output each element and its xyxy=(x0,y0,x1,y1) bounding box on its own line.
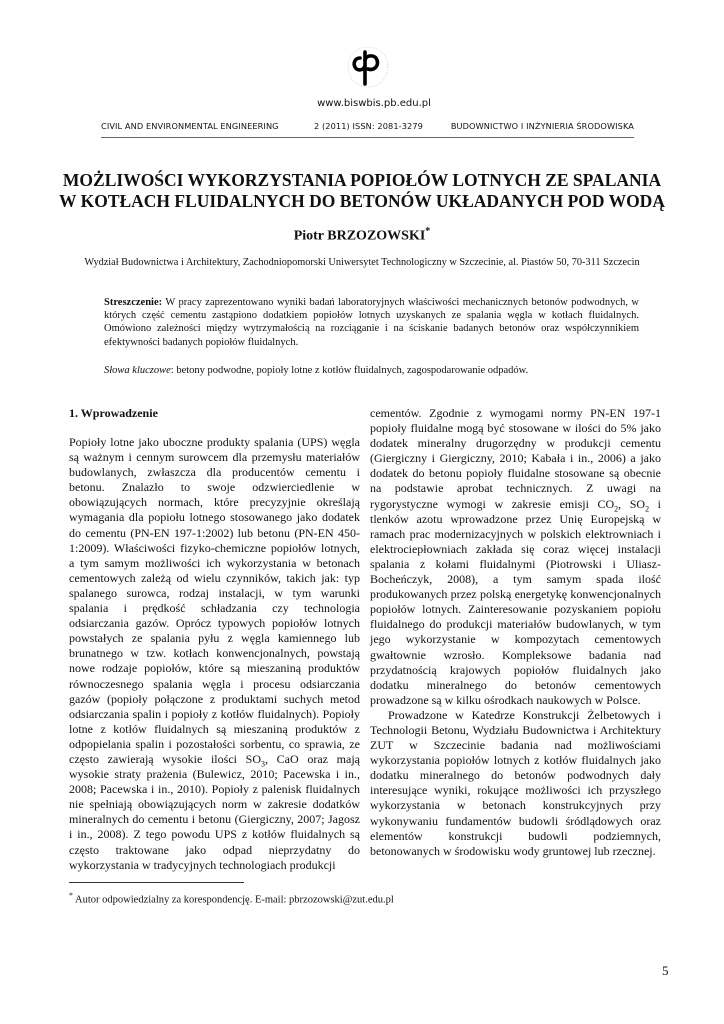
journal-header xyxy=(101,121,634,135)
footnote-text: Autor odpowiedzialny za korespondencję. E-mail: pbrzozowski@zut.edu.pl xyxy=(73,894,394,906)
keywords xyxy=(104,364,639,377)
paragraph xyxy=(69,435,360,873)
page-number: 5 xyxy=(662,963,669,978)
footnote-divider xyxy=(69,882,244,883)
paragraph-text-c: i tlenków azotu wprowadzone przez Unię Europejską w ramach prac modernizacyjnych w polskich elektrowniach i elektrociepłowniach zakłada się coraz więcej instalacji spalania z kołami fluidalnymi (Piotrowski i Uliasz-Bocheńczyk, 2008), a tym samym spada ilość produkowanych przez polską energetykę konwencjonalnych popiołów lotnych. Zainteresowanie pozyskaniem popiołu fluidalnego do produkcji materiałów budowlanych, w tym jego wykorzystanie w kompozytach cementowych gwałtownie wzrosło. Kompleksowe badania nad przydatnością krajowych popiołów fluidalnych jako dodatku mineralnego do betonów cementowych prowadzone są w kilku ośrodkach naukowych w Polsce. xyxy=(370,496,662,707)
section-heading: 1. Wprowadzenie xyxy=(69,406,158,420)
paragraph-text-b: , SO xyxy=(618,496,646,511)
paragraph: Prowadzone w Katedrze Konstrukcji Żelbetowych i Technologii Betonu, Wydziału Budownictwa i Architektury ZUT w Szczecinie badania nad możliwościami wykorzystania popiołów lotnych z kotłów fluidalnych jako dodatku mineralnego do betonów podwodnych dały interesujące wyniki, rokujące możliwości ich przyszłego wykorzystania w betonach konstrukcyjnych przy wykonywaniu fundamentów budowli śródlądowych oraz elementów konstrukcji budowli podziemnych, betonowanych w środowisku wody gruntowej lub rzecznej. xyxy=(370,707,661,858)
paragraph-text-a: Popioły lotne jako uboczne produkty spalania (UPS) węgla są ważnym i cennym surowcem dla przemysłu materiałów budowlanych, zwłaszcza dla producentów cementu i betonu. Znalazło to swoje odzwierciedlenie w obowiązujących normach, które precyzyjnie określają wymagania dla popiołu lotnego stosowanego jako dodatek do cementu (PN-EN 197-1:2002) lub betonu (PN-EN 450-1:2009). Właściwości fizyko-chemiczne popiołów lotnych, a tym samym możliwości ich wykorzystania w betonach cementowych zależą od wielu czynników, takich jak: typ spalanego surowca, rodzaj instalacji, w tym warunki spalania i prędkość schładzania czy technologia odsiarczania gazów. Oprócz typowych popiołów lotnych powstałych ze spalania pyłu z węgla kamiennego lub brunatnego w tzw. kotłach konwencjonalnych, powstają nowe rodzaje popiołów, które są mieszaniną produktów równoczesnego spalania węgla i procesu odsiarczania gazów (popioły połączone z produktami suchych metod odsiarczania spalin i popioły z kotłów fluidalnych). Popioły lotne z kotłów fluidalnych są mieszaniną produktów z odpopielania spalin i pozostałości sorbentu, co sprawia, ze często zawierają wysokie ilości SO xyxy=(69,435,360,766)
article-title xyxy=(40,170,684,212)
footnote xyxy=(69,891,394,906)
journal-url[interactable]: www.biswbis.pb.edu.pl xyxy=(317,98,431,109)
column-left xyxy=(69,406,360,873)
subscript: 2 xyxy=(614,503,619,513)
header-divider xyxy=(101,137,634,138)
journal-issue: 2 (2011) ISSN: 2081-3279 xyxy=(314,121,423,131)
footnote-mark: * xyxy=(69,891,73,900)
journal-name-pl: BUDOWNICTWO I INŻYNIERIA ŚRODOWISKA xyxy=(450,121,634,131)
keywords-text: : betony podwodne, popioły lotne z kotłów fluidalnych, zagospodarowanie odpadów. xyxy=(170,365,529,376)
title-line-1: MOŻLIWOŚCI WYKORZYSTANIA POPIOŁÓW LOTNYCH ZE SPALANIA xyxy=(62,170,662,190)
abstract-label: Streszczenie: xyxy=(104,297,163,308)
subscript: 3 xyxy=(261,759,265,769)
university-logo-icon xyxy=(339,38,397,96)
author-text: Piotr BRZOZOWSKI xyxy=(293,228,426,244)
title-line-2: W KOTŁACH FLUIDALNYCH DO BETONÓW UKŁADANYCH POD WODĄ xyxy=(59,191,665,211)
paragraph-text-b: , CaO oraz mają wysokie straty prażenia (Bulewicz, 2010; Pacewska i in., 2008; Pacewska i in., 2010). Popioły z palenisk fluidalnych nie spełniają obowiązujących norm w zakresie dodatków mineralnych do cementu i betonu (Giergiczny, 2007; Jagosz i in., 2008). Z tego powodu UPS z kotłów fluidalnych są często traktowane jako odpad nieprzydatny do wykorzystania w tradycyjnych technologiach produkcji xyxy=(69,751,361,872)
paragraph xyxy=(370,406,661,708)
author-mark: * xyxy=(425,226,431,237)
subscript: 2 xyxy=(645,503,650,513)
column-right xyxy=(370,406,661,859)
paragraph-text-a: cementów. Zgodnie z wymogami normy PN-EN 197-1 popioły fluidalne mogą być stosowane w ilości do 5% jako dodatek mineralny drugorzędny w produkcji cementu (Giergiczny i Giergiczny, 2010; Kabała i in., 2006) a jako dodatek do betonu popioły fluidalne stosowane są obecnie na podstawie aprobat technicznych. Z uwagi na rygorystyczne wymogi w zakresie emisji CO xyxy=(370,406,661,511)
journal-name-en: CIVIL AND ENVIRONMENTAL ENGINEERING xyxy=(101,121,279,131)
keywords-label: Słowa kluczowe xyxy=(104,365,171,376)
abstract xyxy=(104,296,639,349)
abstract-text: W pracy zaprezentowano wyniki badań laboratoryjnych właściwości mechanicznych betonów podwodnych, w których część cementu zastąpiono dodatkiem popiołów lotnych uzyskanych ze spalania węgla w kotłach fluidalnych. Omówiono zależności między wytrzymałością na rozciąganie i na ściskanie badanych betonów oraz współczynnikiem efektywności badanych popiołów fluidalnych. xyxy=(104,297,639,348)
author-name xyxy=(0,226,724,245)
affiliation: Wydział Budownictwa i Architektury, Zachodniopomorski Uniwersytet Technologiczny w Szczecinie, al. Piastów 50, 70-311 Szczecin xyxy=(84,257,640,268)
